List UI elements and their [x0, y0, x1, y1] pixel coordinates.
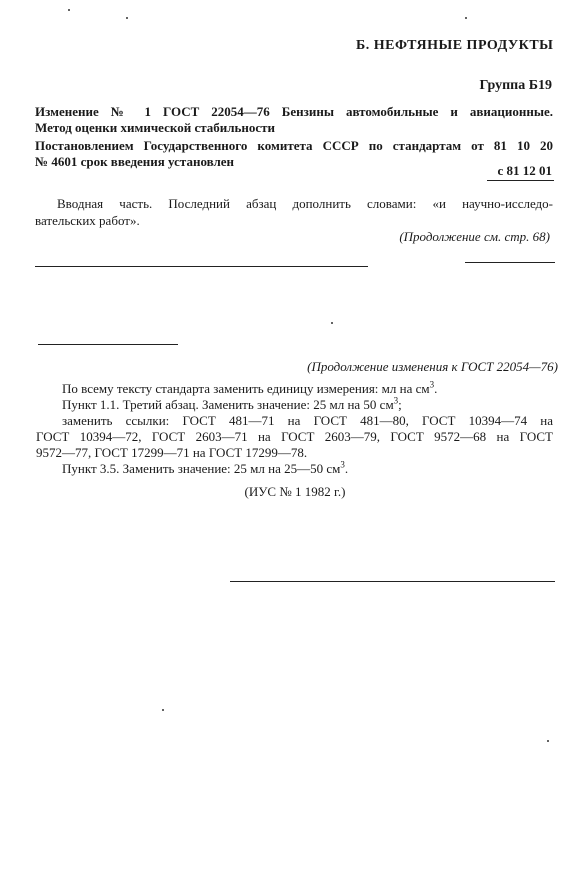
references-line-2: ГОСТ 10394—72, ГОСТ 2603—71 на ГОСТ 2603—79, ГОСТ 9572—68 на ГОСТ — [36, 429, 553, 444]
continued-note: (Продолжение см. стр. 68) — [399, 229, 550, 244]
scan-speck — [331, 322, 333, 324]
continuation-heading: (Продолжение изменения к ГОСТ 22054—76) — [307, 359, 558, 374]
punctuation: ; — [398, 397, 402, 412]
effective-date: с 81 12 01 — [497, 163, 552, 178]
decree-line-1: Постановлением Государственного комитета СССР по стандартам от 81 10 20 — [35, 138, 553, 153]
separator-rule — [35, 266, 368, 267]
scan-speck — [547, 740, 549, 742]
amendment-title-line-2: Метод оценки химической стабильности — [35, 120, 276, 135]
superscript: 3 — [429, 379, 435, 390]
paragraph-units — [62, 381, 437, 397]
separator-rule — [230, 581, 555, 582]
superscript: 3 — [340, 459, 345, 470]
scan-speck — [68, 9, 70, 11]
group-label: Группа Б19 — [479, 78, 552, 93]
section-heading: Б. НЕФТЯНЫЕ ПРОДУКТЫ — [356, 38, 554, 53]
amendment-title-line-1: Изменение № 1 ГОСТ 22054—76 Бензины автомобильные и авиационные. — [35, 104, 553, 119]
punctuation: . — [344, 461, 349, 476]
paragraph-clause-3-5 — [62, 461, 348, 477]
intro-line-1: Вводная часть. Последний абзац дополнить словами: «и научно-исследо- — [57, 196, 553, 211]
intro-line-2: вательских работ». — [35, 213, 140, 228]
paragraph-clause-1-1 — [62, 397, 402, 413]
references-line-3: 9572—77, ГОСТ 17299—71 на ГОСТ 17299—78. — [36, 445, 308, 460]
paragraph-clause-3-5-text: Пункт 3.5. Заменить значение: 25 мл на 25—50 см — [62, 461, 341, 476]
effective-date-underline — [487, 180, 554, 181]
references-line-1: заменить ссылки: ГОСТ 481—71 на ГОСТ 481—80, ГОСТ 10394—74 на — [62, 413, 553, 428]
scan-speck — [465, 17, 467, 19]
punctuation: . — [434, 381, 438, 396]
paragraph-clause-1-1-text: Пункт 1.1. Третий абзац. Заменить значение: 25 мл на 50 см — [62, 397, 394, 412]
scan-speck — [162, 709, 164, 711]
superscript: 3 — [393, 395, 399, 406]
source-reference: (ИУС № 1 1982 г.) — [244, 484, 346, 499]
decree-line-2: № 4601 срок введения установлен — [35, 154, 235, 169]
separator-rule — [38, 344, 178, 345]
scan-speck — [126, 17, 128, 19]
separator-rule — [465, 262, 555, 263]
paragraph-units-text: По всему тексту стандарта заменить единицу измерения: мл на см — [62, 381, 430, 396]
